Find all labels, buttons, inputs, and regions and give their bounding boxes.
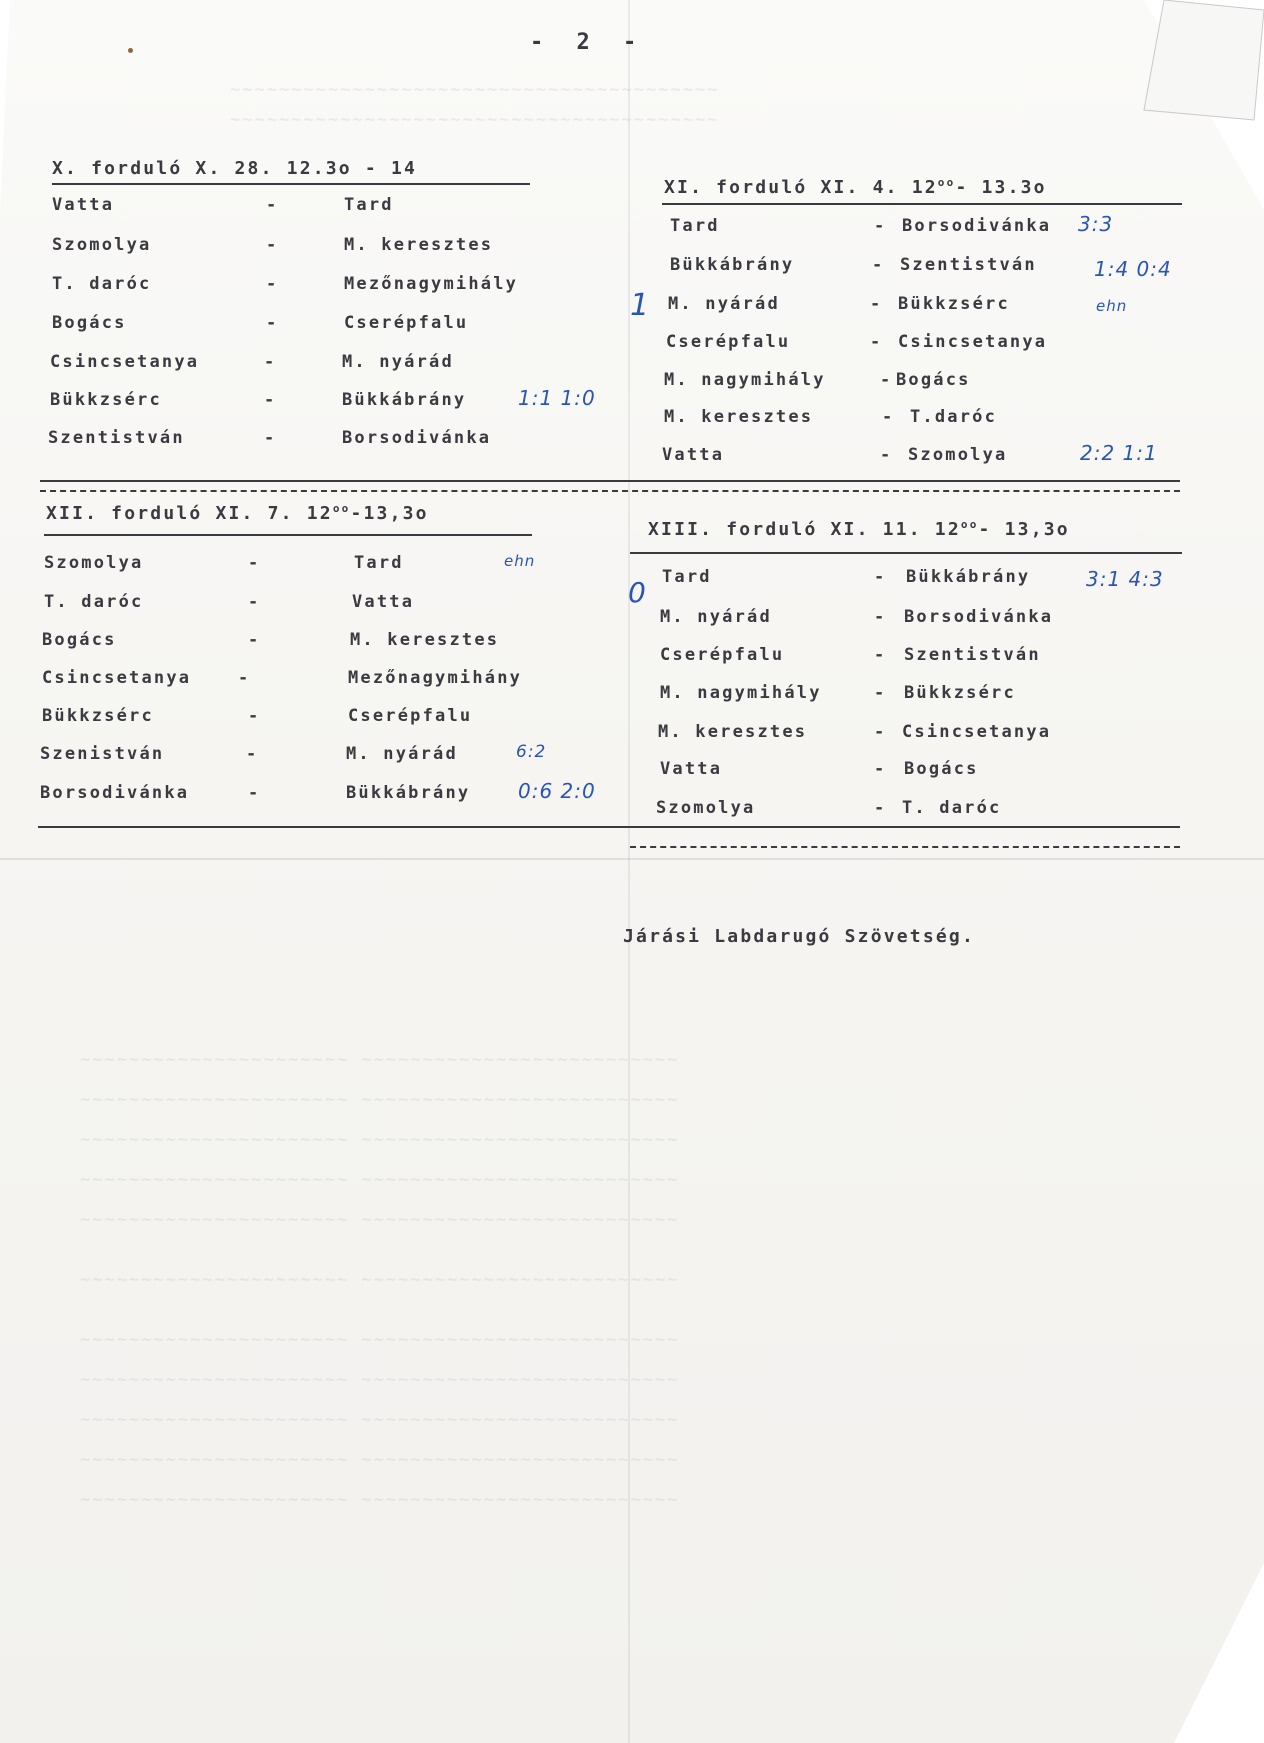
handwritten-mark: 0 bbox=[628, 576, 647, 609]
round-title-sup: oo bbox=[332, 502, 351, 515]
home-team: Cserépfalu bbox=[660, 645, 785, 665]
home-team: Vatta bbox=[52, 195, 115, 215]
home-team: Csincsetanya bbox=[42, 668, 192, 688]
away-team: Cserépfalu bbox=[348, 706, 473, 726]
dash: - bbox=[874, 607, 887, 627]
home-team: Szomolya bbox=[656, 798, 756, 818]
away-team: Vatta bbox=[352, 592, 415, 612]
handwritten-mark: 1 bbox=[630, 288, 651, 323]
home-team: Szenistván bbox=[40, 744, 165, 764]
dash: - bbox=[872, 255, 885, 275]
handwritten-score: 1:4 0:4 bbox=[1094, 257, 1172, 281]
signature-line: Járási Labdarugó Szövetség. bbox=[623, 926, 975, 947]
title-underline bbox=[52, 183, 530, 185]
away-team: Szentistván bbox=[900, 255, 1037, 275]
home-team: Bogács bbox=[52, 313, 127, 333]
away-team: Bükkábrány bbox=[346, 783, 471, 803]
home-team: Borsodivánka bbox=[40, 783, 190, 803]
home-team: Vatta bbox=[660, 759, 723, 779]
separator-line bbox=[38, 826, 1180, 828]
away-team: Szentistván bbox=[904, 645, 1041, 665]
dash: - bbox=[238, 668, 251, 688]
away-team: M. keresztes bbox=[350, 630, 500, 650]
home-team: M. nyárád bbox=[660, 607, 772, 627]
round-title-sup: oo bbox=[937, 176, 956, 189]
dash: - bbox=[266, 313, 279, 333]
clipped-corner-top-right bbox=[1144, 0, 1264, 210]
handwritten-note: ehn bbox=[504, 552, 536, 570]
away-team: T. daróc bbox=[902, 798, 1002, 818]
home-team: Bükkzsérc bbox=[50, 390, 162, 410]
home-team: Vatta bbox=[662, 445, 725, 465]
dash: - bbox=[264, 428, 277, 448]
home-team: Szentistván bbox=[48, 428, 185, 448]
round-title-end: - 13,3o bbox=[978, 519, 1070, 540]
round-title-end: - 13.3o bbox=[955, 177, 1047, 198]
round-title-sup: oo bbox=[960, 518, 979, 531]
handwritten-score: 0:6 2:0 bbox=[518, 779, 596, 803]
clipped-corner-bottom-right bbox=[1174, 1563, 1264, 1743]
title-underline bbox=[662, 203, 1182, 205]
home-team: M. keresztes bbox=[664, 407, 814, 427]
round-title bbox=[664, 176, 1047, 198]
dash: - bbox=[874, 798, 887, 818]
handwritten-score: 6:2 bbox=[516, 742, 547, 762]
page-number: - 2 - bbox=[530, 30, 647, 55]
home-team: T. daróc bbox=[52, 274, 152, 294]
away-team: Bükkzsérc bbox=[898, 294, 1010, 314]
separator-line bbox=[40, 490, 1180, 492]
paper-sheet: ~~~~~~~~~~~~~~~~~~~~~~~~~~~~~~~~~~~~~~~~ ~~~~~~~~~~~~~~~~~~~~~~~~~~~~~~~~~~~~~~~~ ~~~~~~~~~~~~~~~~~~~~~~ ~~~~~~~~~~~~~~~~~~~~~~~~~~ ~~~~~~~~~~~~~~~~~~~~~~ ~~~~~~~~~~~~~~~~~~~~~~~~~~ ~~~~~~~~~~~~~~~~~~~~~~ ~~~~~~~~~~~~~~~~~~~~~~~~~~ ~~~~~~~~~~~~~~~~~~~~~~ ~~~~~~~~~~~~~~~~~~~~~~~~~~ ~~~~~~~~~~~~~~~~~~~~~~ ~~~~~~~~~~~~~~~~~~~~~~~~~~ ~~~~~~~~~~~~~~~~~~~~~~ ~~~~~~~~~~~~~~~~~~~~~~~~~~ ~~~~~~~~~~~~~~~~~~~~~~ ~~~~~~~~~~~~~~~~~~~~~~~~~~ ~~~~~~~~~~~~~~~~~~~~~~ ~~~~~~~~~~~~~~~~~~~~~~~~~~ ~~~~~~~~~~~~~~~~~~~~~~ ~~~~~~~~~~~~~~~~~~~~~~~~~~ ~~~~~~~~~~~~~~~~~~~~~~ ~~~~~~~~~~~~~~~~~~~~~~~~~~ ~~~~~~~~~~~~~~~~~~~~~~ ~~~~~~~~~~~~~~~~~~~~~~~~~~ - 2 - X. forduló X. 28. 12.3o - 14 Vatta - Tard Szomolya - M. keresztes T. daróc - Mezőnagymihály Bogács - Cserépfalu Csincsetanya - M. nyárád Bükkzsérc - Bükkábrány 1:1 1:0 Szentistván - Borsodivánka 1 XI. forduló XI. 4. $12^{oo}-$ 13.3o Tard - Borsodivánka 3:3 Bükkábrány - Szentistván 1:4 0:4 M. nyárád - Bükkzsérc ehn Cserépfalu - Csincsetanya M. nagymihály - Bogács M. keresztes - T.daróc Vatta - Szomolya 2:2 1:1 XII. forduló XI. 7. $12^{oo}-13,3o$ Szomolya - Tard ehn T. daróc - Vatta Bogács - M. keresztes Csincsetanya - Mezőnagymihány Bükkzsérc - Cserépfalu Szenistván - M. nyárád 6:2 Borsodivánka - Bükkábrány 0:6 2:0 0 XIII. forduló XI. 11. $12^{oo}-$ 13,3o Tard - Bükkábrány 3:1 4:3 M. nyárád - Borsodivánka Cserépfalu - Szentistván M. nagymihály - Bükkzsérc M. keresztes - Csincsetanya Vatta - Bogács Szomolya - T. daróc Járási Labdarugó Szövetség. bbox=[0, 0, 1264, 1743]
dash: - bbox=[248, 630, 261, 650]
away-team: M. nyárád bbox=[342, 352, 454, 372]
dash: - bbox=[874, 683, 887, 703]
away-team: Bükkábrány bbox=[342, 390, 467, 410]
away-team: Bogács bbox=[896, 370, 971, 390]
home-team: Szomolya bbox=[52, 235, 152, 255]
dash: - bbox=[874, 216, 887, 236]
round-title bbox=[46, 502, 429, 524]
home-team: M. nyárád bbox=[668, 294, 780, 314]
away-team: Cserépfalu bbox=[344, 313, 469, 333]
handwritten-note: ehn bbox=[1096, 297, 1128, 315]
away-team: T.daróc bbox=[910, 407, 998, 427]
home-team: Tard bbox=[670, 216, 720, 236]
away-team: Mezőnagymihály bbox=[344, 274, 519, 294]
paper-speck bbox=[128, 48, 133, 53]
round-title: X. forduló X. 28. 12.3o - 14 bbox=[52, 158, 418, 179]
away-team: Bükkzsérc bbox=[904, 683, 1016, 703]
fold-line-horizontal bbox=[0, 858, 1264, 860]
home-team: Bogács bbox=[42, 630, 117, 650]
away-team: M. keresztes bbox=[344, 235, 494, 255]
home-team: T. daróc bbox=[44, 592, 144, 612]
dash: - bbox=[870, 332, 883, 352]
away-team: Csincsetanya bbox=[902, 722, 1052, 742]
away-team: Borsodivánka bbox=[904, 607, 1054, 627]
dash: - bbox=[264, 352, 277, 372]
separator-line bbox=[630, 846, 1180, 848]
dash: - bbox=[246, 744, 259, 764]
torn-corner-top-left bbox=[0, 0, 10, 210]
dash: - bbox=[874, 722, 887, 742]
round-title-main: XI. forduló XI. 4. 12 bbox=[664, 177, 938, 198]
dash: - bbox=[874, 759, 887, 779]
dash: - bbox=[248, 783, 261, 803]
away-team: Csincsetanya bbox=[898, 332, 1048, 352]
dash: - bbox=[874, 567, 887, 587]
round-title bbox=[648, 518, 1070, 540]
dash: - bbox=[248, 553, 261, 573]
handwritten-score: 3:3 bbox=[1078, 212, 1114, 236]
dash: - bbox=[266, 274, 279, 294]
dash: - bbox=[248, 706, 261, 726]
home-team: M. keresztes bbox=[658, 722, 808, 742]
away-team: Borsodivánka bbox=[342, 428, 492, 448]
handwritten-score: 2:2 1:1 bbox=[1080, 441, 1158, 465]
dash: - bbox=[264, 390, 277, 410]
dash: - bbox=[870, 294, 883, 314]
away-team: Bükkábrány bbox=[906, 567, 1031, 587]
round-title-main: XII. forduló XI. 7. 12 bbox=[46, 503, 333, 524]
title-underline bbox=[630, 552, 1182, 554]
home-team: M. nagymihály bbox=[664, 370, 826, 390]
handwritten-score: 1:1 1:0 bbox=[518, 386, 596, 410]
fold-line-vertical bbox=[628, 0, 630, 1743]
away-team: Szomolya bbox=[908, 445, 1008, 465]
away-team: M. nyárád bbox=[346, 744, 458, 764]
away-team: Tard bbox=[344, 195, 394, 215]
round-title-end: -13,3o bbox=[350, 503, 429, 524]
away-team: Bogács bbox=[904, 759, 979, 779]
away-team: Mezőnagymihány bbox=[348, 668, 523, 688]
dash: - bbox=[266, 235, 279, 255]
home-team: Cserépfalu bbox=[666, 332, 791, 352]
round-title-main: XIII. forduló XI. 11. 12 bbox=[648, 519, 961, 540]
dash: - bbox=[248, 592, 261, 612]
separator-line bbox=[40, 480, 1180, 482]
home-team: Csincsetanya bbox=[50, 352, 200, 372]
dash: - bbox=[880, 370, 893, 390]
handwritten-score: 3:1 4:3 bbox=[1086, 567, 1164, 591]
dash: - bbox=[882, 407, 895, 427]
away-team: Borsodivánka bbox=[902, 216, 1052, 236]
away-team: Tard bbox=[354, 553, 404, 573]
dash: - bbox=[266, 195, 279, 215]
dash: - bbox=[874, 645, 887, 665]
home-team: M. nagymihály bbox=[660, 683, 822, 703]
title-underline bbox=[44, 534, 532, 536]
home-team: Bükkzsérc bbox=[42, 706, 154, 726]
dash: - bbox=[880, 445, 893, 465]
home-team: Szomolya bbox=[44, 553, 144, 573]
home-team: Tard bbox=[662, 567, 712, 587]
home-team: Bükkábrány bbox=[670, 255, 795, 275]
